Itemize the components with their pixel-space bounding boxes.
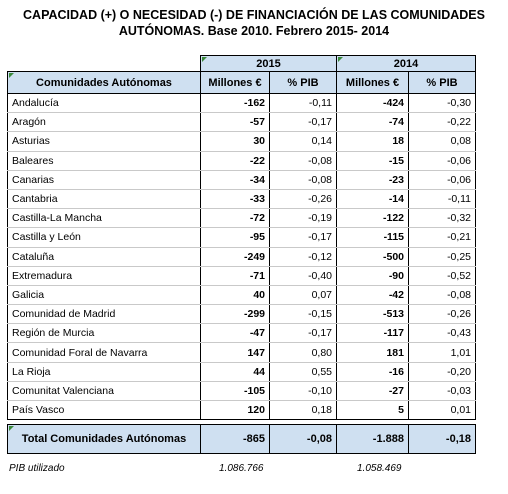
millones-2015-cell: 44 <box>201 362 270 381</box>
millones-2015-cell: -299 <box>201 305 270 324</box>
pib-2015-cell: 0,55 <box>270 362 337 381</box>
millones-2014-cell: -74 <box>337 113 409 132</box>
pib-2014-header: % PIB <box>409 72 476 94</box>
table-row <box>8 305 476 324</box>
table-row <box>8 247 476 266</box>
report-title-line-1: CAPACIDAD (+) O NECESIDAD (-) DE FINANCIACIÓN DE LAS COMUNIDADES <box>23 8 485 22</box>
region-name: Asturias <box>8 132 201 151</box>
millones-2014-cell: -27 <box>337 381 409 400</box>
total-pib-2014: -0,18 <box>409 425 476 454</box>
pib-2014-value: 1.058.469 <box>357 463 402 474</box>
pib-2015-cell: 0,80 <box>270 343 337 362</box>
millones-2015-cell: -57 <box>201 113 270 132</box>
region-name: País Vasco <box>8 401 201 420</box>
pib-2014-cell: -0,26 <box>409 305 476 324</box>
millones-2014-cell: -500 <box>337 247 409 266</box>
table-row <box>8 151 476 170</box>
pib-2015-cell: -0,17 <box>270 113 337 132</box>
pib-2014-cell: -0,21 <box>409 228 476 247</box>
pib-2015-header: % PIB <box>270 72 337 94</box>
table-row <box>8 228 476 247</box>
millones-2014-cell: -424 <box>337 94 409 113</box>
report-title-line-2: AUTÓNOMAS. Base 2010. Febrero 2015- 2014 <box>118 24 390 38</box>
pib-2015-cell: -0,19 <box>270 209 337 228</box>
pib-2015-cell: -0,11 <box>270 94 337 113</box>
table-row <box>8 189 476 208</box>
pib-2015-cell: 0,14 <box>270 132 337 151</box>
region-name: Región de Murcia <box>8 324 201 343</box>
total-millones-2015: -865 <box>201 425 270 454</box>
pib-2014-cell: -0,11 <box>409 189 476 208</box>
pib-2015-cell: -0,17 <box>270 228 337 247</box>
table-row <box>8 113 476 132</box>
table-row <box>8 343 476 362</box>
table-row <box>8 170 476 189</box>
region-name: Comunidad de Madrid <box>8 305 201 324</box>
table-row <box>8 362 476 381</box>
pib-2014-cell: -0,32 <box>409 209 476 228</box>
region-name: Castilla y León <box>8 228 201 247</box>
millones-2015-cell: -72 <box>201 209 270 228</box>
millones-2015-cell: 147 <box>201 343 270 362</box>
pib-label: PIB utilizado <box>9 463 65 474</box>
millones-2014-cell: -42 <box>337 285 409 304</box>
pib-2014-cell: -0,08 <box>409 285 476 304</box>
pib-2014-cell: -0,06 <box>409 170 476 189</box>
millones-2015-cell: 120 <box>201 401 270 420</box>
region-name: Galicia <box>8 285 201 304</box>
millones-2015-cell: -22 <box>201 151 270 170</box>
millones-2015-cell: -33 <box>201 189 270 208</box>
region-name: La Rioja <box>8 362 201 381</box>
pib-2015-cell: -0,26 <box>270 189 337 208</box>
pib-2015-cell: -0,17 <box>270 324 337 343</box>
millones-2015-cell: -47 <box>201 324 270 343</box>
pib-2015-cell: -0,08 <box>270 151 337 170</box>
millones-2015-cell: -71 <box>201 266 270 285</box>
region-name: Extremadura <box>8 266 201 285</box>
pib-2015-cell: 0,18 <box>270 401 337 420</box>
pib-2014-cell: -0,52 <box>409 266 476 285</box>
table-row <box>8 285 476 304</box>
millones-2014-cell: -117 <box>337 324 409 343</box>
pib-2014-cell: -0,22 <box>409 113 476 132</box>
millones-2015-cell: 30 <box>201 132 270 151</box>
total-row <box>8 425 476 454</box>
total-label: Total Comunidades Autónomas <box>8 425 201 454</box>
year-2015-header: 2015 <box>201 56 337 72</box>
pib-2014-cell: -0,25 <box>409 247 476 266</box>
millones-2014-header: Millones € <box>337 72 409 94</box>
pib-2014-cell: 0,01 <box>409 401 476 420</box>
region-name: Comunitat Valenciana <box>8 381 201 400</box>
region-column-header: Comunidades Autónomas <box>8 72 201 94</box>
pib-2014-cell: -0,43 <box>409 324 476 343</box>
financing-table <box>7 55 476 454</box>
millones-2014-cell: -90 <box>337 266 409 285</box>
pib-2014-cell: 1,01 <box>409 343 476 362</box>
table-row <box>8 324 476 343</box>
millones-2015-cell: -105 <box>201 381 270 400</box>
pib-2014-cell: -0,20 <box>409 362 476 381</box>
year-header-row <box>8 56 476 72</box>
millones-2015-header: Millones € <box>201 72 270 94</box>
total-millones-2014: -1.888 <box>337 425 409 454</box>
region-name: Canarias <box>8 170 201 189</box>
region-name: Cantabria <box>8 189 201 208</box>
pib-2015-cell: -0,10 <box>270 381 337 400</box>
millones-2014-cell: -115 <box>337 228 409 247</box>
pib-2015-cell: -0,08 <box>270 170 337 189</box>
region-name: Cataluña <box>8 247 201 266</box>
millones-2014-cell: 18 <box>337 132 409 151</box>
pib-2014-cell: -0,06 <box>409 151 476 170</box>
pib-2015-cell: -0,40 <box>270 266 337 285</box>
pib-2015-cell: -0,15 <box>270 305 337 324</box>
millones-2014-cell: -122 <box>337 209 409 228</box>
table-row <box>8 209 476 228</box>
region-name: Comunidad Foral de Navarra <box>8 343 201 362</box>
millones-2014-cell: -23 <box>337 170 409 189</box>
pib-2014-cell: 0,08 <box>409 132 476 151</box>
region-name: Aragón <box>8 113 201 132</box>
millones-2014-cell: -14 <box>337 189 409 208</box>
pib-2014-cell: -0,03 <box>409 381 476 400</box>
table-row <box>8 132 476 151</box>
table-row <box>8 381 476 400</box>
table-row <box>8 401 476 420</box>
pib-2015-cell: 0,07 <box>270 285 337 304</box>
pib-2015-cell: -0,12 <box>270 247 337 266</box>
millones-2014-cell: -16 <box>337 362 409 381</box>
region-name: Baleares <box>8 151 201 170</box>
millones-2014-cell: -15 <box>337 151 409 170</box>
millones-2015-cell: -249 <box>201 247 270 266</box>
millones-2014-cell: 181 <box>337 343 409 362</box>
column-header-row <box>8 72 476 94</box>
millones-2015-cell: -34 <box>201 170 270 189</box>
millones-2014-cell: -513 <box>337 305 409 324</box>
region-name: Andalucía <box>8 94 201 113</box>
year-2014-header: 2014 <box>337 56 476 72</box>
pib-2014-cell: -0,30 <box>409 94 476 113</box>
pib-2015-value: 1.086.766 <box>219 463 264 474</box>
region-name: Castilla-La Mancha <box>8 209 201 228</box>
total-pib-2015: -0,08 <box>270 425 337 454</box>
millones-2015-cell: 40 <box>201 285 270 304</box>
table-row <box>8 266 476 285</box>
table-row <box>8 94 476 113</box>
millones-2015-cell: -95 <box>201 228 270 247</box>
millones-2014-cell: 5 <box>337 401 409 420</box>
millones-2015-cell: -162 <box>201 94 270 113</box>
